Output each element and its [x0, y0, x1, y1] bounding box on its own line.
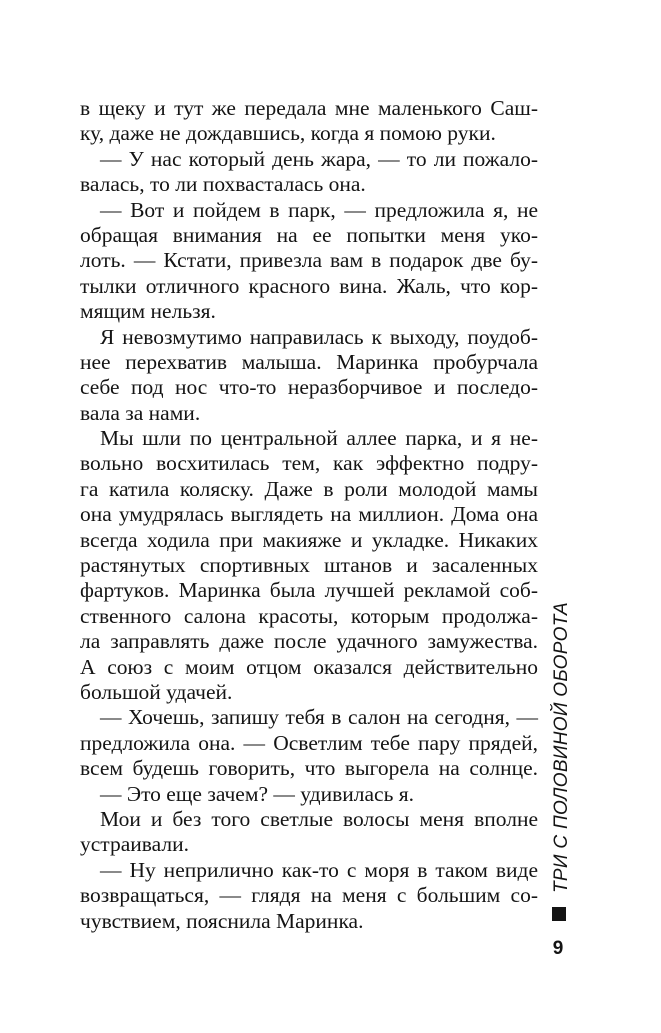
text-line: Мои и без того светлые волосы меня вполне: [100, 806, 538, 831]
text-line: лоть. — Кстати, привезла вам в подарок две бу-: [80, 248, 538, 273]
text-line: большой удачей.: [80, 679, 233, 704]
body-text: [80, 96, 538, 934]
text-line: она умудрялась выглядеть на миллион. Дома она: [80, 502, 538, 527]
text-line: ственного салона красоты, которым продолжа-: [80, 603, 538, 628]
text-line: — Это еще зачем? — удивилась я.: [100, 781, 415, 806]
text-line: ла заправлять даже после удачного замужества.: [80, 629, 538, 654]
text-line: фартуков. Маринка была лучшей рекламой соб-: [80, 578, 538, 603]
text-line: — У нас который день жара, — то ли пожало-: [100, 146, 538, 171]
text-line: возвращаться, — глядя на меня с большим со-: [80, 883, 538, 908]
text-line: устраивали.: [80, 832, 189, 857]
text-line: — Вот и пойдем в парк, — предложила я, не: [100, 197, 538, 222]
text-line: предложила она. — Осветлим тебе пару прядей,: [80, 730, 538, 755]
text-line: всем будешь говорить, что выгорела на солнце.: [80, 756, 538, 781]
text-line: себе под нос что-то неразборчивое и последо-: [80, 375, 538, 400]
text-line: растянутых спортивных штанов и засаленных: [80, 553, 538, 578]
square-marker-icon: [552, 907, 566, 921]
text-line: нее перехватив малыша. Маринка пробурчала: [80, 349, 538, 374]
text-line: чувствием, пояснила Маринка.: [80, 908, 364, 933]
text-line: в щеку и тут же передала мне маленького Саш-: [80, 96, 538, 120]
text-line: тылки отличного красного вина. Жаль, что кор-: [80, 273, 538, 298]
text-line: — Ну неприлично как-то с моря в таком виде: [100, 857, 538, 882]
text-line: всегда ходила при макияже и укладке. Никаких: [80, 527, 538, 552]
text-line: А союз с моим отцом оказался действительно: [80, 654, 538, 679]
running-title: ТРИ С ПОЛОВИНОЙ ОБОРОТА: [551, 601, 572, 893]
text-line: вала за нами.: [80, 400, 201, 425]
text-line: Я невозмутимо направилась к выходу, поудоб-: [100, 324, 538, 349]
page-number: 9: [552, 938, 564, 959]
text-line: мящим нельзя.: [80, 299, 216, 324]
text-line: ку, даже не дождавшись, когда я помою руки.: [80, 121, 496, 146]
text-line: валась, то ли похвасталась она.: [80, 172, 366, 197]
text-line: га катила коляску. Даже в роли молодой мамы: [80, 476, 538, 501]
text-line: вольно восхитилась тем, как эффектно подру-: [80, 451, 538, 476]
text-line: обращая внимания на ее попытки меня уко-: [80, 222, 538, 247]
text-line: — Хочешь, запишу тебя в салон на сегодня, —: [100, 705, 538, 730]
text-line: Мы шли по центральной аллее парка, и я не-: [100, 426, 538, 451]
